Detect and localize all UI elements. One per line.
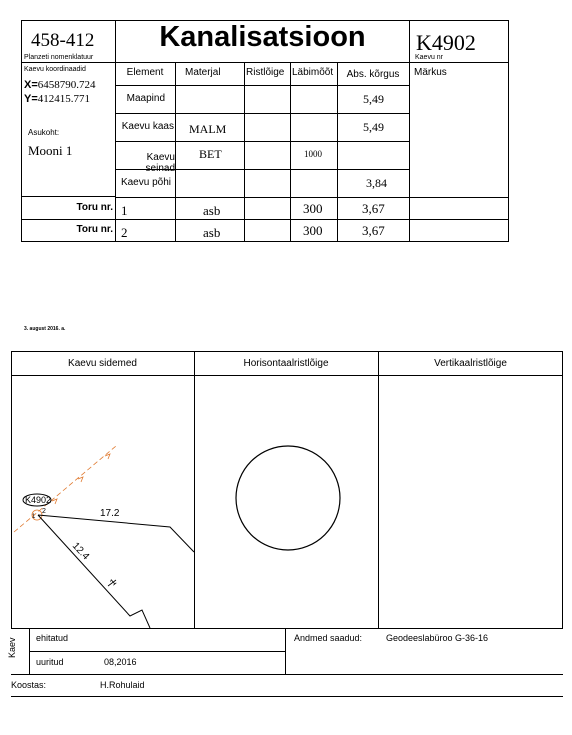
surveyed-value: 08,2016 bbox=[104, 657, 137, 667]
divider bbox=[409, 20, 410, 242]
x-coordinate bbox=[24, 79, 96, 91]
row-diameter: 1000 bbox=[304, 149, 322, 159]
horizontal-section-drawing bbox=[195, 376, 378, 628]
row-element: Maapind bbox=[126, 93, 165, 104]
data-source-label: Andmed saadud: bbox=[294, 633, 363, 643]
author-label: Koostas: bbox=[11, 680, 47, 690]
divider bbox=[290, 62, 291, 242]
y-label: Y= bbox=[24, 93, 38, 105]
document-date: 3. august 2016. a. bbox=[24, 326, 66, 332]
data-source-value: Geodeeslabüroo G-36-16 bbox=[386, 633, 489, 643]
pipe-label-2: 2 bbox=[42, 508, 46, 515]
col-material: Materjal bbox=[185, 67, 221, 78]
pipe-label-1: 1 bbox=[32, 514, 36, 520]
coords-caption: Kaevu koordinaadid bbox=[24, 66, 86, 73]
divider bbox=[378, 351, 379, 629]
divider bbox=[29, 651, 285, 652]
panel-title-vertical: Vertikaalristlõige bbox=[434, 358, 507, 369]
divider bbox=[21, 219, 509, 220]
well-cross-section bbox=[236, 446, 340, 550]
divider bbox=[285, 628, 286, 674]
side-label bbox=[7, 628, 17, 658]
well-caption: Kaevu nr bbox=[415, 54, 444, 61]
panel-title-horizontal: Horisontaalristlõige bbox=[243, 358, 329, 369]
side-label-text: Kaev bbox=[7, 637, 17, 658]
divider bbox=[115, 197, 509, 198]
distance-label: 17.2 bbox=[100, 508, 120, 519]
pipe-diameter: 300 bbox=[303, 201, 323, 216]
pipe-number: 2 bbox=[121, 225, 128, 240]
sheet-caption: Planzeti nomenklatuur bbox=[24, 54, 94, 61]
row-height: 5,49 bbox=[363, 120, 384, 134]
mark-label: 1 bbox=[107, 576, 119, 588]
pipe-label: Toru nr. bbox=[76, 202, 113, 213]
author-value: H.Rohulaid bbox=[100, 680, 145, 690]
pipe-label: Toru nr. bbox=[76, 224, 113, 235]
col-element: Element bbox=[126, 67, 164, 78]
pipe-diameter: 300 bbox=[303, 223, 323, 238]
divider bbox=[115, 113, 409, 114]
pipe-direction-line bbox=[14, 446, 116, 532]
well-links-sketch bbox=[12, 376, 194, 628]
divider bbox=[337, 62, 338, 242]
panel-title-links: Kaevu sidemed bbox=[68, 358, 137, 369]
row-material: MALM bbox=[189, 122, 227, 136]
pipe-arrow-icon bbox=[105, 454, 110, 459]
row-height: 3,84 bbox=[366, 176, 387, 190]
location-value: Mooni 1 bbox=[28, 143, 73, 158]
row-element: Kaevu põhi bbox=[120, 177, 171, 188]
pipe-height: 3,67 bbox=[362, 223, 385, 238]
location-label: Asukoht: bbox=[28, 128, 60, 137]
well-label: K4902 bbox=[25, 495, 52, 505]
y-value: 412415.771 bbox=[37, 93, 91, 105]
distance-label: 12.4 bbox=[69, 540, 92, 563]
divider bbox=[115, 141, 409, 142]
row-height: 5,49 bbox=[363, 92, 384, 106]
built-label: ehitatud bbox=[36, 633, 69, 643]
divider bbox=[115, 85, 409, 86]
divider bbox=[11, 628, 563, 629]
pipe-height: 3,67 bbox=[362, 201, 385, 216]
pipe-number: 1 bbox=[121, 203, 128, 218]
col-diameter: Läbimõõt bbox=[292, 67, 334, 78]
sheet-number: 458-412 bbox=[31, 30, 95, 51]
property-boundary bbox=[38, 515, 150, 628]
surveyed-label: uuritud bbox=[36, 657, 64, 667]
pipe-material: asb bbox=[203, 225, 221, 240]
divider bbox=[21, 62, 509, 63]
col-height: Abs. kõrgus bbox=[346, 69, 400, 80]
row-element: Kaevu seinad bbox=[145, 152, 175, 174]
y-coordinate bbox=[24, 93, 90, 105]
divider bbox=[244, 62, 245, 242]
divider bbox=[11, 674, 563, 675]
row-material: BET bbox=[199, 147, 222, 161]
well-id: K4902 bbox=[416, 30, 476, 55]
divider bbox=[175, 62, 176, 242]
left-block-bottom bbox=[21, 196, 115, 197]
pipe-material: asb bbox=[203, 203, 221, 218]
divider bbox=[29, 628, 30, 674]
x-label: X= bbox=[24, 79, 38, 91]
row-element: Kaevu kaas bbox=[121, 121, 174, 132]
divider bbox=[21, 241, 509, 242]
col-remark: Märkus bbox=[414, 67, 447, 78]
x-value: 6458790.724 bbox=[37, 79, 96, 91]
page-title: Kanalisatsioon bbox=[159, 21, 366, 53]
property-boundary bbox=[38, 515, 194, 552]
divider bbox=[11, 696, 563, 697]
col-section: Ristlõige bbox=[246, 67, 285, 78]
